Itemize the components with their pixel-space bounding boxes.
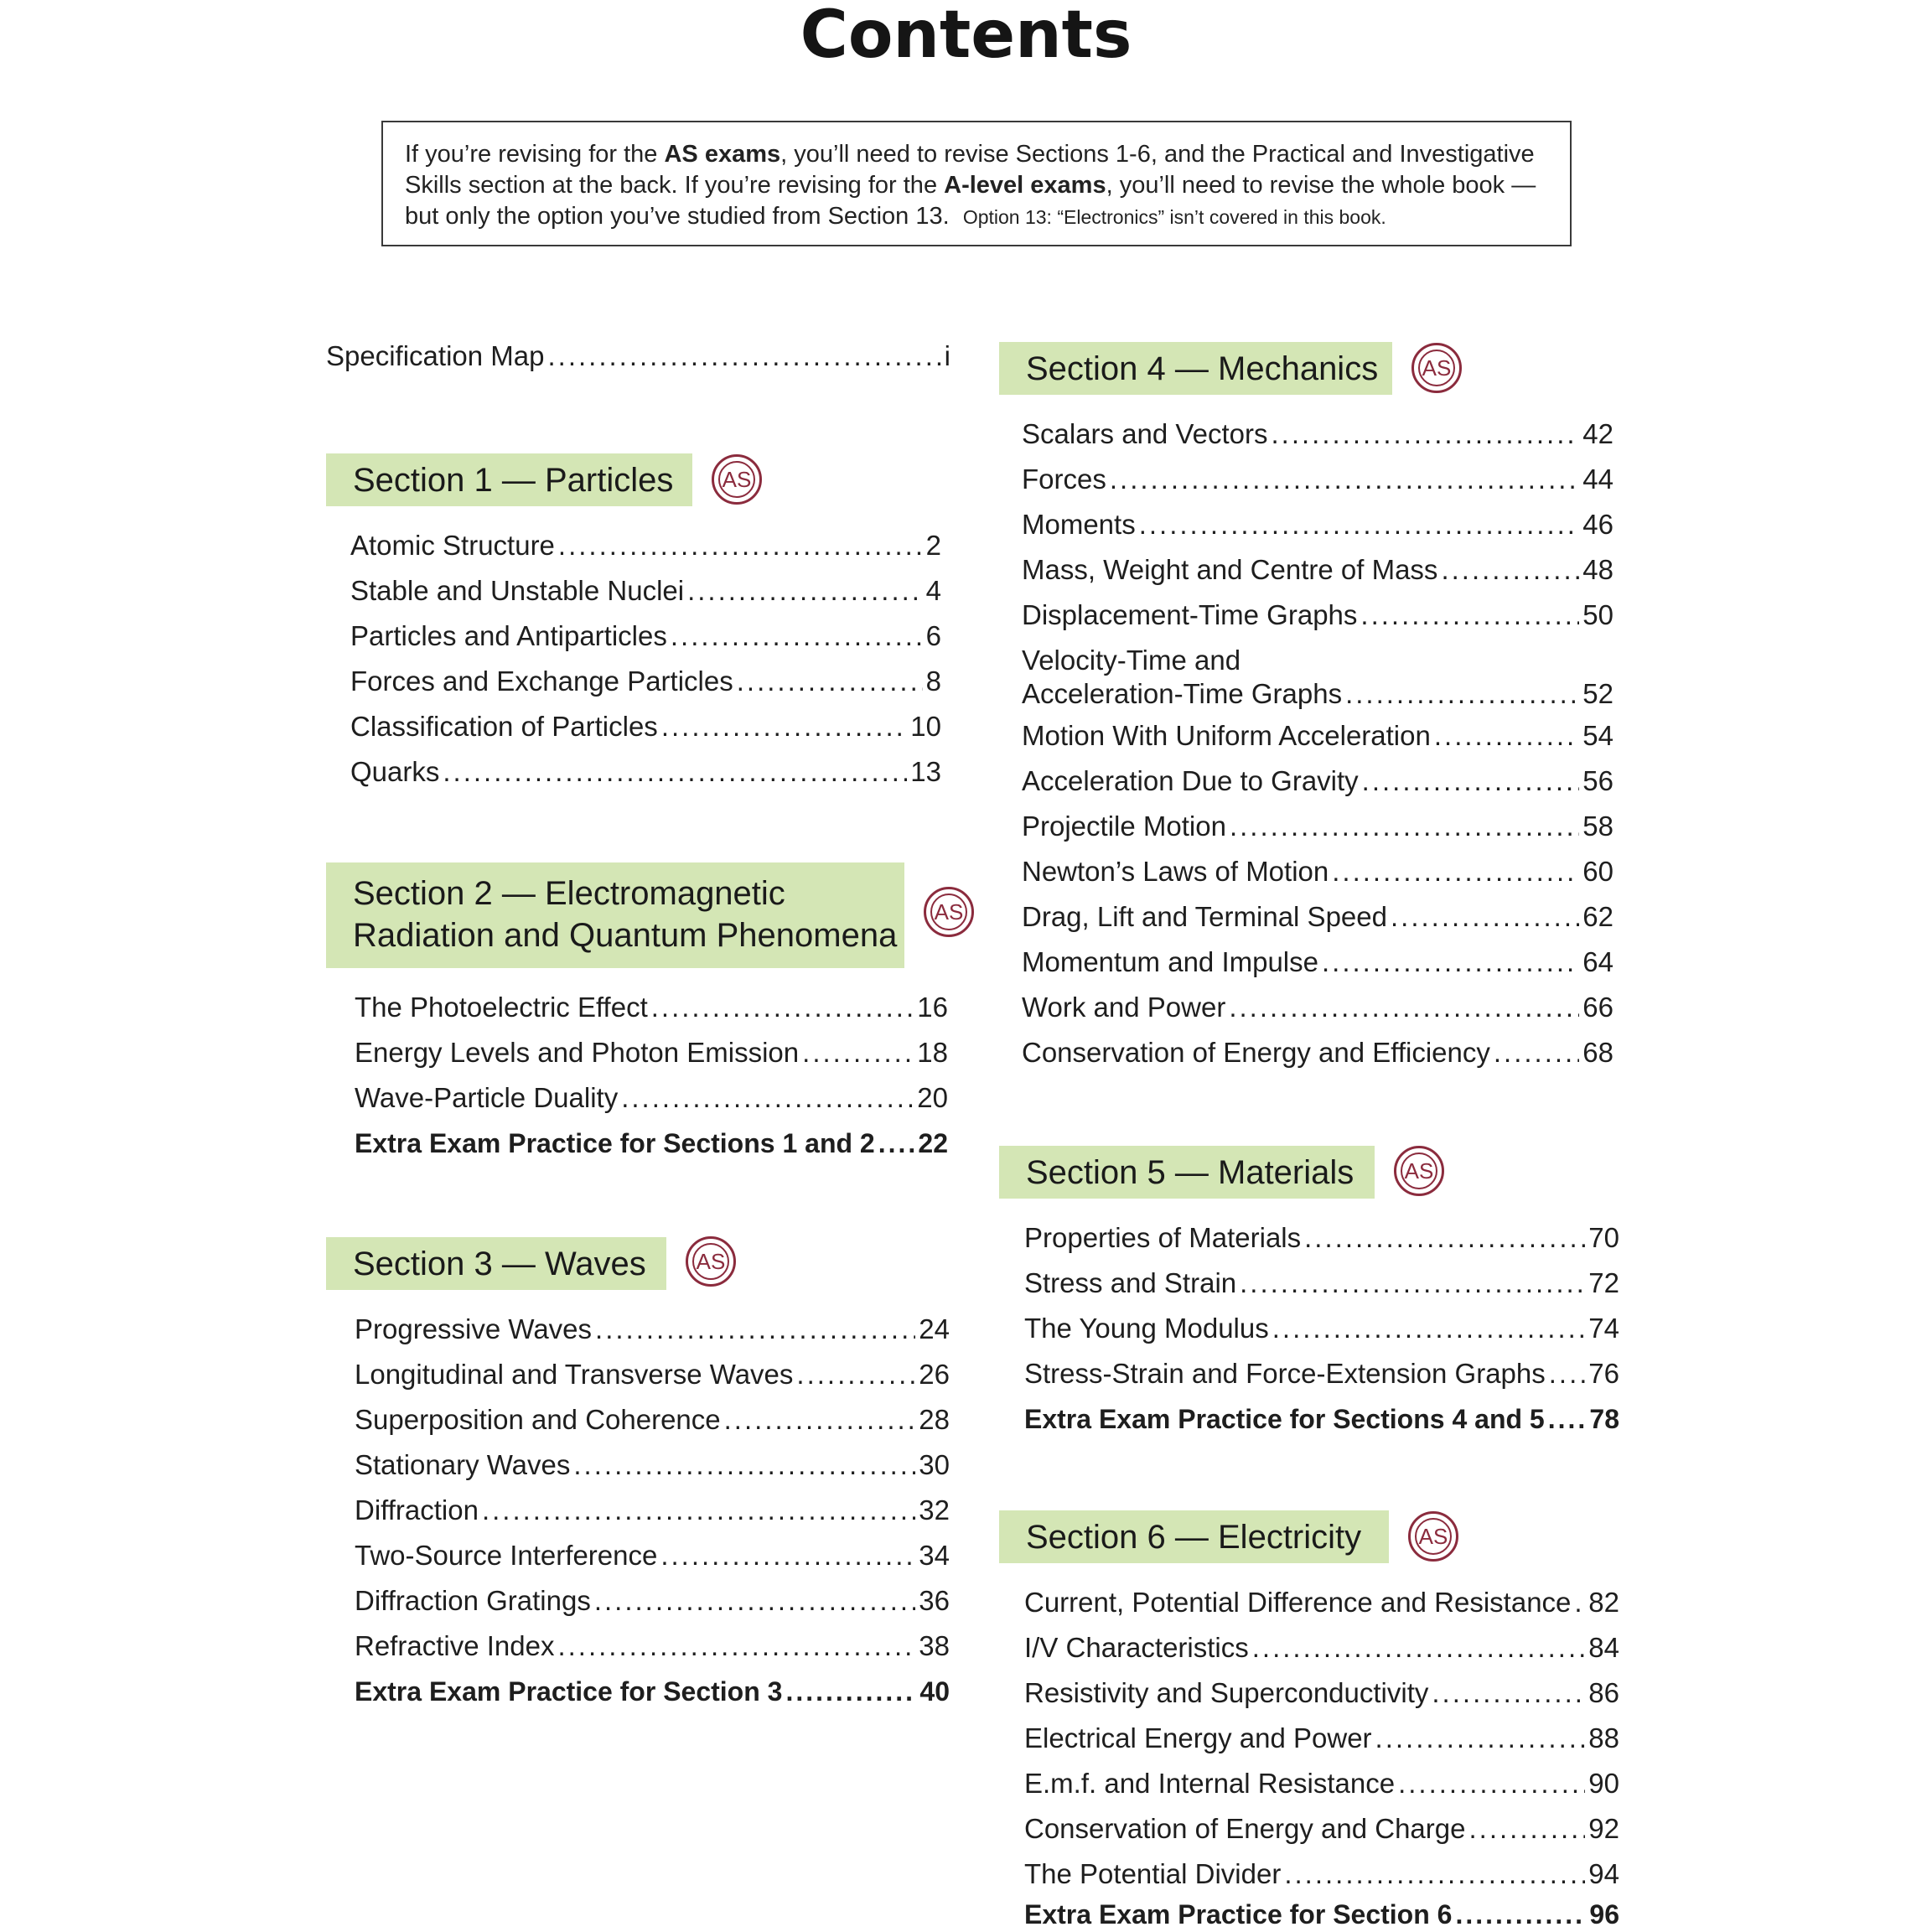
toc-entry-label: Mass, Weight and Centre of Mass (1022, 554, 1438, 585)
toc-entry[interactable] (1024, 1266, 1619, 1300)
toc-entry[interactable] (355, 1584, 950, 1618)
toc-entry-page: 90 (1588, 1768, 1619, 1799)
toc-entry-page: i (944, 340, 950, 371)
toc-entry-label: The Young Modulus (1024, 1313, 1269, 1344)
toc-entry[interactable] (350, 619, 941, 653)
toc-entry-label: Newton’s Laws of Motion (1022, 856, 1329, 887)
as-badge-icon: AS (686, 1236, 736, 1287)
toc-entry-label: Diffraction Gratings (355, 1585, 591, 1616)
toc-entry[interactable] (355, 1081, 948, 1115)
toc-entry[interactable] (1022, 764, 1613, 798)
toc-entry-label: Atomic Structure (350, 530, 555, 561)
as-badge-icon: AS (1394, 1146, 1444, 1196)
toc-entry-label: Scalars and Vectors (1022, 418, 1268, 449)
toc-entry-label: Two-Source Interference (355, 1540, 658, 1571)
toc-entry-label: The Potential Divider (1024, 1858, 1282, 1889)
toc-entry-page: 94 (1588, 1858, 1619, 1889)
leader-dots (1391, 900, 1579, 934)
toc-entry[interactable] (1022, 945, 1613, 979)
toc-entry-label: Resistivity and Superconductivity (1024, 1677, 1429, 1708)
toc-entry-page: 44 (1582, 464, 1613, 495)
toc-entry[interactable] (350, 755, 941, 789)
toc-entry[interactable] (1022, 463, 1613, 496)
toc-entry-label: Work and Power (1022, 992, 1226, 1023)
leader-dots (1434, 719, 1579, 753)
section-title: Section 1 — Particles (353, 461, 674, 499)
leader-dots (671, 619, 923, 653)
toc-entry[interactable] (350, 529, 941, 562)
leader-dots (1455, 1898, 1586, 1931)
note-text-1: If you’re revising for the (405, 141, 665, 168)
as-badge-icon: AS (712, 454, 762, 505)
toc-entry-page: 62 (1582, 901, 1613, 932)
toc-entry-label: Motion With Uniform Acceleration (1022, 720, 1431, 751)
toc-entry-label: Conservation of Energy and Charge (1024, 1813, 1466, 1844)
toc-entry[interactable] (1024, 1722, 1619, 1755)
toc-entry-page: 36 (919, 1585, 950, 1616)
toc-entry-page: 82 (1588, 1587, 1619, 1618)
section-5-heading[interactable] (999, 1146, 1375, 1199)
section-4-heading[interactable] (999, 342, 1392, 395)
toc-entry-page: 32 (919, 1494, 950, 1525)
toc-entry[interactable] (1024, 1631, 1619, 1665)
toc-entry-page: 16 (917, 992, 948, 1023)
toc-entry-page: 52 (1582, 678, 1613, 709)
leader-dots (1574, 1586, 1585, 1619)
toc-entry-label: Acceleration Due to Gravity (1022, 765, 1359, 796)
leader-dots (785, 1675, 916, 1708)
toc-entry-label: E.m.f. and Internal Resistance (1024, 1768, 1396, 1799)
toc-entry[interactable] (1022, 1036, 1613, 1070)
leader-dots (660, 1539, 915, 1572)
toc-entry[interactable] (1022, 900, 1613, 934)
leader-dots (1548, 1402, 1587, 1436)
toc-entry-label-line-2: Acceleration-Time Graphs (1022, 678, 1343, 709)
toc-entry-page: 68 (1582, 1037, 1613, 1068)
toc-entry[interactable] (1024, 1676, 1619, 1710)
leader-dots (1230, 810, 1579, 843)
leader-dots (482, 1494, 915, 1527)
leader-dots (558, 529, 923, 562)
toc-entry-label: Refractive Index (355, 1630, 555, 1661)
toc-entry-page: 26 (919, 1359, 950, 1390)
toc-entry-specification-map[interactable] (326, 339, 950, 373)
toc-entry-page: 34 (919, 1540, 950, 1571)
toc-entry-extra-practice[interactable] (355, 1127, 948, 1160)
note-bold-a-level-exams: A-level exams (944, 172, 1106, 199)
leader-dots (1252, 1631, 1586, 1665)
toc-entry-label: Superposition and Coherence (355, 1404, 721, 1435)
leader-dots (651, 991, 914, 1024)
toc-entry-label: Moments (1022, 509, 1136, 540)
note-bold-as-exams: AS exams (664, 141, 781, 168)
leader-dots (1272, 417, 1580, 451)
section-title: Section 5 — Materials (1026, 1153, 1354, 1191)
toc-entry[interactable] (350, 574, 941, 608)
leader-dots (1304, 1221, 1585, 1255)
toc-entry-label: Wave-Particle Duality (355, 1082, 619, 1113)
leader-dots (1240, 1266, 1585, 1300)
toc-entry[interactable] (355, 1539, 950, 1572)
toc-entry[interactable] (1024, 1357, 1619, 1391)
toc-entry-page: 58 (1582, 811, 1613, 842)
section-title (353, 873, 897, 956)
toc-entry-label: Extra Exam Practice for Section 6 (1024, 1899, 1453, 1929)
toc-entry-page: 48 (1582, 554, 1613, 585)
toc-entry-page: 4 (925, 575, 941, 606)
toc-entry-label: Properties of Materials (1024, 1222, 1302, 1253)
leader-dots (1345, 677, 1579, 711)
leader-dots (796, 1358, 915, 1391)
section-1-heading[interactable] (326, 453, 692, 506)
toc-entry[interactable] (1022, 508, 1613, 541)
note-text-2: , you’ll need to revise Sections 1-6, and the Practical and Investigative Skills section at the back. If you’re revising for the (405, 141, 1535, 199)
toc-entry-label: Longitudinal and Transverse Waves (355, 1359, 794, 1390)
toc-entry-label: Extra Exam Practice for Sections 1 and 2 (355, 1128, 875, 1158)
leader-dots (621, 1081, 914, 1115)
note-text-3: , you’ll need to revise the whole book — but only the option you’ve studied from Section 13. (405, 172, 1536, 230)
toc-entry-extra-practice[interactable] (1024, 1402, 1619, 1436)
toc-entry-label: Specification Map (326, 340, 545, 371)
revision-note-box (381, 121, 1572, 246)
toc-entry-page: 42 (1582, 418, 1613, 449)
toc-entry-page: 70 (1588, 1222, 1619, 1253)
leader-dots (547, 339, 940, 373)
toc-entry-extra-practice[interactable] (1024, 1898, 1619, 1931)
toc-entry-page: 8 (925, 666, 941, 697)
toc-entry-page: 56 (1582, 765, 1613, 796)
toc-entry-page: 30 (919, 1449, 950, 1480)
toc-entry-label: Forces and Exchange Particles (350, 666, 733, 697)
toc-entry-page: 66 (1582, 992, 1613, 1023)
leader-dots (1432, 1676, 1585, 1710)
toc-entry-page: 78 (1589, 1404, 1619, 1434)
toc-entry-page: 84 (1588, 1632, 1619, 1663)
leader-dots (1332, 855, 1579, 888)
toc-entry-label: Classification of Particles (350, 711, 658, 742)
toc-entry-page: 54 (1582, 720, 1613, 751)
leader-dots (594, 1584, 915, 1618)
toc-entry-page: 60 (1582, 856, 1613, 887)
section-6-heading[interactable] (999, 1510, 1389, 1563)
toc-entry-page: 72 (1588, 1267, 1619, 1298)
leader-dots (1110, 463, 1579, 496)
toc-entry-label: Momentum and Impulse (1022, 946, 1318, 977)
as-badge-icon: AS (1411, 343, 1462, 393)
leader-dots (802, 1036, 914, 1070)
leader-dots (1272, 1312, 1586, 1345)
toc-entry[interactable] (1024, 1312, 1619, 1345)
toc-entry[interactable] (355, 1629, 950, 1663)
toc-entry[interactable] (1022, 719, 1613, 753)
toc-entry[interactable] (350, 665, 941, 698)
toc-entry-label: Extra Exam Practice for Section 3 (355, 1676, 783, 1707)
toc-entry[interactable] (1022, 855, 1613, 888)
toc-entry-page: 22 (918, 1128, 948, 1158)
section-2-heading[interactable] (326, 862, 904, 968)
toc-entry-label-line-1: Velocity-Time and (1022, 645, 1241, 676)
leader-dots (1284, 1857, 1585, 1891)
toc-entry-extra-practice[interactable] (355, 1675, 950, 1708)
toc-entry-label: I/V Characteristics (1024, 1632, 1249, 1663)
toc-entry[interactable] (355, 1448, 950, 1482)
toc-entry[interactable] (355, 1358, 950, 1391)
toc-entry-page: 18 (917, 1037, 948, 1068)
toc-entry-label: Quarks (350, 756, 440, 787)
leader-dots (557, 1629, 915, 1663)
toc-entry-page: 76 (1588, 1358, 1619, 1389)
leader-dots (1322, 945, 1579, 979)
toc-entry[interactable] (355, 1313, 950, 1346)
toc-entry-page: 20 (917, 1082, 948, 1113)
leader-dots (1469, 1812, 1586, 1846)
toc-entry[interactable] (350, 710, 941, 743)
toc-entry-label: Stress and Strain (1024, 1267, 1237, 1298)
toc-entry-label: The Photoelectric Effect (355, 992, 648, 1023)
as-badge-icon: AS (924, 887, 974, 937)
toc-entry-page: 74 (1588, 1313, 1619, 1344)
note-electronics-remark: Option 13: “Electronics” isn’t covered in this book. (962, 206, 1386, 228)
toc-entry[interactable] (1024, 1767, 1619, 1800)
leader-dots (573, 1448, 915, 1482)
page-title: Contents (800, 0, 1132, 73)
leader-dots (1441, 553, 1579, 587)
as-badge-icon: AS (1408, 1511, 1458, 1562)
toc-entry[interactable] (1024, 1586, 1619, 1619)
section-title: Section 6 — Electricity (1026, 1518, 1362, 1556)
leader-dots (595, 1313, 915, 1346)
leader-dots (1549, 1357, 1586, 1391)
leader-dots (1398, 1767, 1585, 1800)
toc-entry-page: 96 (1589, 1899, 1619, 1929)
toc-entry[interactable] (1024, 1221, 1619, 1255)
toc-entry[interactable] (355, 991, 948, 1024)
leader-dots (1494, 1036, 1579, 1070)
toc-entry-page: 46 (1582, 509, 1613, 540)
toc-entry-label: Electrical Energy and Power (1024, 1722, 1372, 1753)
leader-dots (661, 710, 907, 743)
toc-entry[interactable] (1022, 644, 1613, 711)
leader-dots (1139, 508, 1580, 541)
toc-entry-label: Particles and Antiparticles (350, 620, 667, 651)
toc-entry[interactable] (1022, 553, 1613, 587)
leader-dots (724, 1403, 916, 1437)
toc-entry[interactable] (355, 1403, 950, 1437)
toc-entry-label: Forces (1022, 464, 1106, 495)
toc-entry[interactable] (1022, 598, 1613, 632)
toc-entry-page: 10 (910, 711, 941, 742)
toc-entry-label: Progressive Waves (355, 1313, 593, 1344)
leader-dots (1229, 991, 1579, 1024)
leader-dots (443, 755, 907, 789)
section-title-line-1: Section 2 — Electromagnetic (353, 875, 785, 912)
leader-dots (737, 665, 923, 698)
toc-entry-page: 40 (919, 1676, 950, 1707)
toc-entry-page: 28 (919, 1404, 950, 1435)
leader-dots (1375, 1722, 1586, 1755)
section-title: Section 4 — Mechanics (1026, 350, 1379, 387)
toc-entry[interactable] (1024, 1812, 1619, 1846)
toc-entry-page: 50 (1582, 599, 1613, 630)
toc-entry-page: 92 (1588, 1813, 1619, 1844)
toc-entry-page: 2 (925, 530, 941, 561)
toc-entry-label: Stable and Unstable Nuclei (350, 575, 685, 606)
section-3-heading[interactable] (326, 1237, 666, 1290)
toc-entry-page: 88 (1588, 1722, 1619, 1753)
toc-entry[interactable] (355, 1036, 948, 1070)
toc-entry-page: 13 (910, 756, 941, 787)
leader-dots (1362, 764, 1580, 798)
toc-entry[interactable] (1022, 417, 1613, 451)
leader-dots (878, 1127, 915, 1160)
toc-entry[interactable] (355, 1494, 950, 1527)
section-title: Section 3 — Waves (353, 1245, 646, 1282)
section-title-line-2: Radiation and Quantum Phenomena (353, 917, 898, 954)
toc-entry-label: Energy Levels and Photon Emission (355, 1037, 800, 1068)
leader-dots (1360, 598, 1579, 632)
toc-entry-label: Stationary Waves (355, 1449, 571, 1480)
toc-entry-label: Diffraction (355, 1494, 479, 1525)
toc-entry-label: Stress-Strain and Force-Extension Graphs (1024, 1358, 1546, 1389)
toc-entry[interactable] (1022, 810, 1613, 843)
toc-entry-label: Displacement-Time Graphs (1022, 599, 1358, 630)
toc-entry[interactable] (1024, 1857, 1619, 1891)
toc-entry[interactable] (1022, 991, 1613, 1024)
toc-entry-page: 64 (1582, 946, 1613, 977)
toc-entry-page: 38 (919, 1630, 950, 1661)
leader-dots (687, 574, 923, 608)
toc-entry-label: Projectile Motion (1022, 811, 1226, 842)
toc-entry-page: 86 (1588, 1677, 1619, 1708)
toc-entry-label: Extra Exam Practice for Sections 4 and 5 (1024, 1404, 1545, 1434)
toc-entry-page: 24 (919, 1313, 950, 1344)
toc-entry-label: Drag, Lift and Terminal Speed (1022, 901, 1387, 932)
toc-entry-label: Current, Potential Difference and Resistance (1024, 1587, 1572, 1618)
toc-entry-label: Conservation of Energy and Efficiency (1022, 1037, 1490, 1068)
toc-entry-page: 6 (925, 620, 941, 651)
